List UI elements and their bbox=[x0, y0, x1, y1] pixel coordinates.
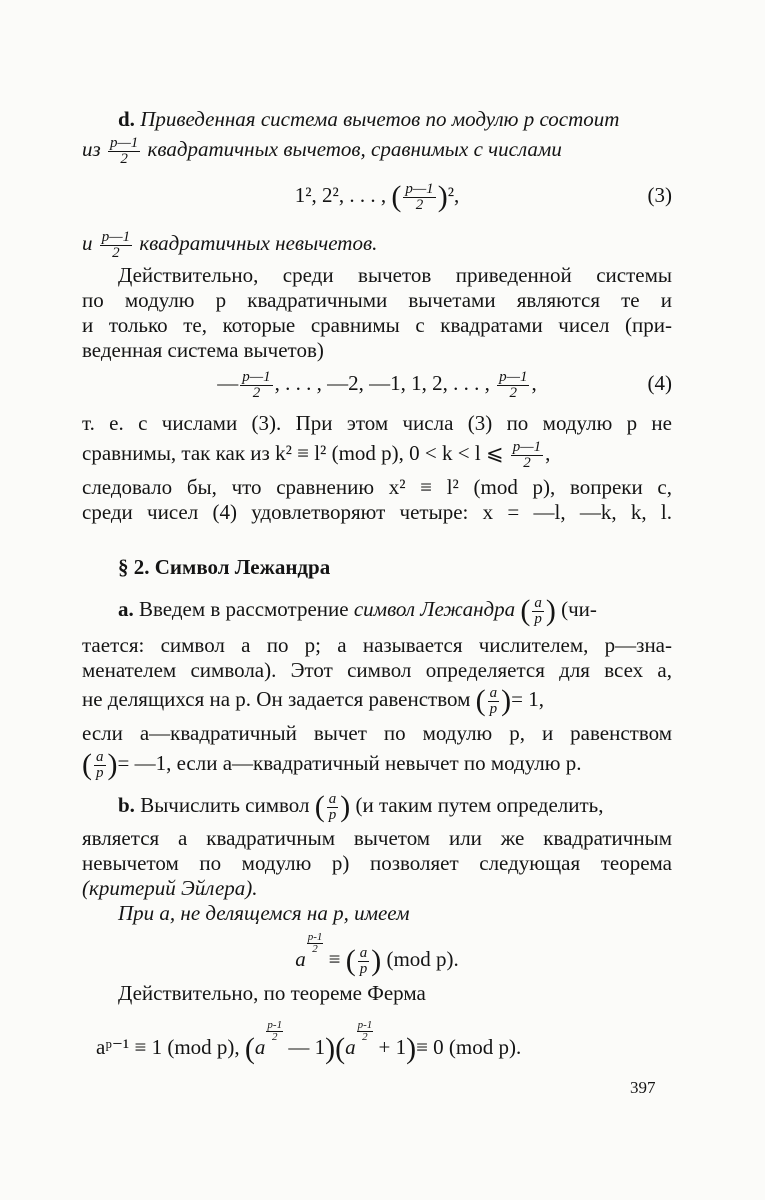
right-paren: ) bbox=[545, 594, 556, 628]
equation-3 bbox=[82, 180, 672, 213]
factor1-tail: — 1 bbox=[288, 1035, 326, 1059]
fraction-denominator: 2 bbox=[252, 384, 261, 401]
para-b-line-3: невычетом по модулю p) позволяет следующая теорема bbox=[82, 851, 672, 875]
factor2-tail: + 1 bbox=[378, 1035, 407, 1059]
fraction-denominator: p bbox=[489, 700, 498, 717]
factor2-base: a bbox=[345, 1035, 356, 1059]
left-paren: ( bbox=[520, 594, 531, 628]
fraction-numerator: a bbox=[359, 944, 368, 961]
para-d-line2-post: квадратичных вычетов, сравнимых с числами bbox=[147, 137, 562, 161]
fraction bbox=[108, 136, 140, 167]
exponent-denominator: 2 bbox=[362, 1031, 368, 1043]
euler-theorem: При a, не делящемся на p, имеем bbox=[118, 901, 410, 925]
fraction-denominator: 2 bbox=[415, 196, 424, 213]
equation-number-4: (4) bbox=[647, 371, 672, 395]
right-paren: ) bbox=[325, 1032, 336, 1066]
left-paren: ( bbox=[475, 684, 486, 718]
para-a-line-5: если a—квадратичный вычет по модулю p, и равенством bbox=[82, 721, 672, 745]
para-d-line-3 bbox=[82, 228, 672, 261]
fermat-lhs: aᵖ⁻¹ ≡ 1 (mod p), bbox=[96, 1035, 240, 1059]
left-paren: ( bbox=[335, 1032, 346, 1066]
fermat-rhs: ≡ 0 (mod p). bbox=[416, 1035, 522, 1059]
eq3-lhs: 1², 2², . . . , bbox=[294, 183, 387, 207]
para-b-line-2: является a квадратичным вычетом или же квадратичным bbox=[82, 826, 672, 850]
eq3-fraction bbox=[403, 182, 435, 213]
right-paren: ) bbox=[501, 684, 512, 718]
section-heading: § 2. Символ Лежандра bbox=[118, 555, 331, 579]
proof-line-4: веденная система вычетов) bbox=[82, 338, 324, 362]
para-a-lead: а. bbox=[118, 597, 134, 621]
equation-4 bbox=[82, 368, 672, 401]
eq4-comma: , bbox=[531, 371, 537, 395]
fermat-proof-line: Действительно, по теореме Ферма bbox=[118, 981, 426, 1005]
para-b-lead: b. bbox=[118, 793, 135, 817]
para-d-line2-pre: из bbox=[82, 137, 101, 161]
legendre-symbol-term: символ Лежандра bbox=[353, 597, 516, 621]
para-a-line-4 bbox=[82, 684, 672, 717]
right-paren: ) bbox=[107, 748, 118, 782]
exponent-numerator: p-1 bbox=[267, 1019, 283, 1031]
fraction-numerator: p—1 bbox=[242, 368, 271, 385]
para-a-line-6 bbox=[82, 748, 672, 781]
right-paren: ) bbox=[437, 180, 448, 214]
para-a-line-3: менателем символа). Этот символ определяется для всех a, bbox=[82, 658, 672, 682]
eq3-tail: ², bbox=[447, 183, 460, 207]
para-d-line-1 bbox=[118, 104, 672, 134]
para-a-line4-post: = 1, bbox=[511, 687, 544, 711]
proof-line-5: т. е. с числами (3). При этом числа (3) по модулю p не bbox=[82, 411, 672, 435]
eq4-middle: , . . . , —2, —1, 1, 2, . . . , bbox=[274, 371, 490, 395]
para-a-line1-post: (чи- bbox=[561, 597, 597, 621]
factor2-exponent bbox=[357, 1020, 374, 1043]
exponent-denominator: 2 bbox=[312, 943, 318, 955]
fraction-denominator: p bbox=[359, 960, 368, 977]
para-a-line6-post: = —1, если a—квадратичный невычет по модулю p. bbox=[117, 751, 582, 775]
proof-line-3: и только те, которые сравнимы с квадратами чисел (при- bbox=[82, 313, 672, 337]
eq4-fraction-2 bbox=[497, 370, 529, 401]
para-b-line-4: (критерий Эйлера). bbox=[82, 876, 258, 900]
fraction-numerator: a bbox=[489, 684, 498, 701]
left-paren: ( bbox=[314, 790, 325, 824]
legendre-symbol bbox=[94, 750, 106, 781]
left-paren: ( bbox=[391, 180, 402, 214]
legendre-symbol bbox=[327, 792, 339, 823]
fraction-denominator: 2 bbox=[112, 244, 120, 261]
euler-exponent bbox=[307, 932, 324, 955]
euler-mod: (mod p). bbox=[386, 947, 459, 971]
fraction-numerator: p—1 bbox=[405, 180, 434, 197]
exponent-numerator: p-1 bbox=[307, 931, 323, 943]
proof-line-1: Действительно, среди вычетов приведенной системы bbox=[118, 263, 672, 287]
left-paren: ( bbox=[82, 748, 92, 782]
fraction-numerator: p—1 bbox=[512, 438, 542, 455]
fraction bbox=[100, 230, 132, 261]
para-b-line1-pre: Вычислить символ bbox=[140, 793, 310, 817]
eq4-fraction-1 bbox=[240, 370, 272, 401]
para-d-line-2 bbox=[82, 134, 672, 167]
fraction-denominator: 2 bbox=[509, 384, 518, 401]
para-d-text-1: Приведенная система вычетов по модулю p состоит bbox=[140, 107, 620, 131]
fraction bbox=[511, 440, 543, 471]
factor1-base: a bbox=[254, 1035, 266, 1059]
para-b-line-1 bbox=[118, 790, 672, 823]
euler-criterion-formula bbox=[82, 932, 672, 977]
eq4-minus: — bbox=[217, 371, 239, 395]
fraction-numerator: p—1 bbox=[101, 228, 131, 245]
proof-line-6 bbox=[82, 438, 672, 471]
left-paren: ( bbox=[244, 1032, 255, 1066]
fraction-numerator: a bbox=[328, 790, 337, 807]
legendre-symbol bbox=[358, 946, 370, 977]
proof-line-7: следовало бы, что сравнению x² ≡ l² (mod p), вопреки с, bbox=[82, 475, 672, 499]
fraction-denominator: 2 bbox=[523, 454, 531, 471]
fraction-numerator: a bbox=[96, 748, 104, 765]
proof-line-2: по модулю p квадратичными вычетами являются те и bbox=[82, 288, 672, 312]
para-a-line-1 bbox=[118, 594, 672, 627]
fraction-denominator: p bbox=[534, 610, 542, 627]
para-d-lead: d. bbox=[118, 107, 135, 131]
legendre-symbol bbox=[532, 596, 544, 627]
exponent-numerator: p-1 bbox=[357, 1019, 373, 1031]
factor1-exponent bbox=[266, 1020, 283, 1043]
proof-line6-pre: сравнимы, так как из k² ≡ l² (mod p), 0 < k < l ⩽ bbox=[82, 441, 504, 465]
para-a-line4-pre: не делящихся на p. Он задается равенством bbox=[82, 687, 471, 711]
right-paren: ) bbox=[371, 944, 382, 978]
euler-base: a bbox=[295, 947, 306, 971]
exponent-denominator: 2 bbox=[271, 1031, 278, 1043]
proof-line-8: среди чисел (4) удовлетворяют четыре: x = —l, —k, k, l. bbox=[82, 500, 672, 524]
equation-number-3: (3) bbox=[647, 183, 672, 207]
fraction-denominator: p bbox=[96, 764, 104, 781]
fraction-numerator: p—1 bbox=[499, 368, 528, 385]
proof-line6-post: , bbox=[545, 441, 551, 465]
para-d-line3-post: квадратичных невычетов. bbox=[139, 231, 378, 255]
congruence-sign: ≡ bbox=[328, 947, 341, 971]
para-a-line-2: тается: символ a по p; a называется числителем, p—зна- bbox=[82, 633, 672, 657]
fraction-numerator: p—1 bbox=[109, 134, 139, 151]
fermat-formula bbox=[96, 1020, 686, 1064]
para-b-line1-post: (и таким путем определить, bbox=[355, 793, 604, 817]
para-a-line1-pre: Введем в рассмотрение bbox=[139, 597, 349, 621]
fraction-denominator: 2 bbox=[120, 150, 128, 167]
right-paren: ) bbox=[340, 790, 351, 824]
left-paren: ( bbox=[345, 944, 356, 978]
fraction-denominator: p bbox=[328, 806, 337, 823]
page-number: 397 bbox=[630, 1078, 656, 1097]
fraction-numerator: a bbox=[534, 594, 542, 611]
para-d-line3-pre: и bbox=[82, 231, 93, 255]
legendre-symbol bbox=[488, 686, 500, 717]
right-paren: ) bbox=[406, 1032, 417, 1066]
